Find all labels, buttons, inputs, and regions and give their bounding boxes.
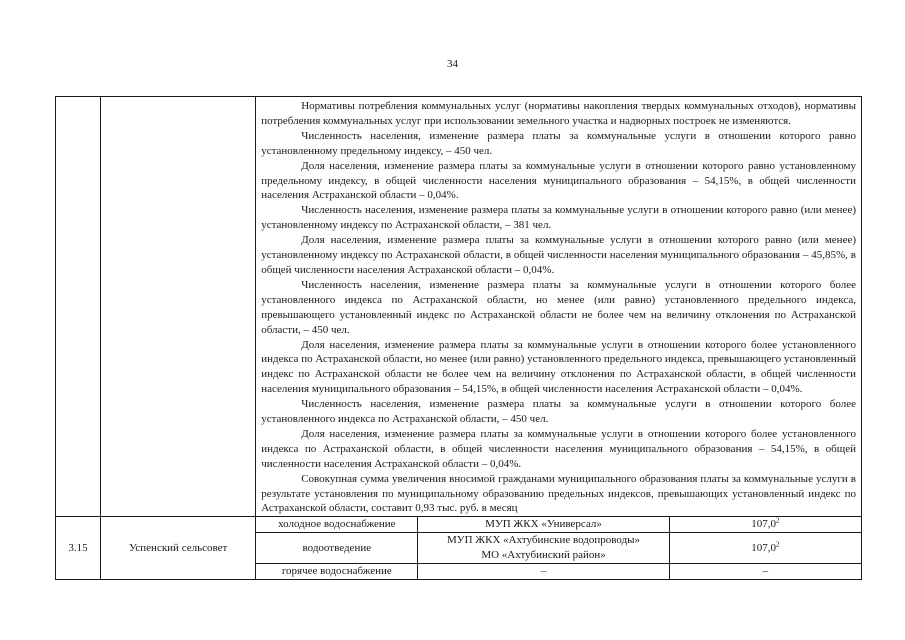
entry-number: 3.15 xyxy=(56,517,101,580)
index-value xyxy=(669,533,861,564)
index-number: 107,0 xyxy=(751,541,776,554)
service-name: водоотведение xyxy=(256,533,418,564)
paragraph: Численность населения, изменение размера платы за коммунальные услуги в отношении которого более установленного индекса по Астраханской области, – 450 чел. xyxy=(261,398,856,426)
index-number: – xyxy=(762,565,769,578)
organization-line: МУП ЖКХ «Универсал» xyxy=(485,518,602,531)
index-footnote: 2 xyxy=(775,540,780,549)
entry-name: Успенский сельсовет xyxy=(101,517,256,580)
index-value xyxy=(669,517,861,533)
organization xyxy=(418,517,669,533)
paragraph: Численность населения, изменение размера платы за коммунальные услуги в отношении которого более установленного индекса по Астраханской области, но менее (или равно) установленного предельного индекса, превышающего установленный индекс по Астраханской области не более чем на величину отклонения по Астраханской области, – 450 чел. xyxy=(261,278,856,336)
page-number: 34 xyxy=(447,58,458,70)
empty-name-cell xyxy=(101,97,256,517)
paragraph: Численность населения, изменение размера платы за коммунальные услуги в отношении которого равно установленному предельному индексу, – 450 чел. xyxy=(261,129,856,157)
paragraph: Численность населения, изменение размера платы за коммунальные услуги в отношении которого равно (или менее) установленному индексу по Астраханской области, – 381 чел. xyxy=(261,204,856,232)
paragraph: Нормативы потребления коммунальных услуг (нормативы накопления твердых коммунальных отходов), нормативы потребления коммунальных услуг при использовании земельного участка и надворных построек не изменяются. xyxy=(261,100,856,127)
index-number: 107,0 xyxy=(751,518,776,531)
organization-line: – xyxy=(540,565,547,578)
paragraph: Совокупная сумма увеличения вносимой гражданами муниципального образования платы за коммунальные услуги в результате установления по муниципальному образованию предельных индексов, превышающих установленный индекс по Астраханской области, составит 0,93 тыс. руб. в месяц xyxy=(261,472,856,515)
text-row xyxy=(56,97,862,517)
paragraph: Доля населения, изменение размера платы за коммунальные услуги в отношении которого более установленного индекса по Астраханской области, но менее (или равно) установленного предельного индекса, превышающего установленный индекс по Астраханской области не более чем на величину отклонения по Астраханской области, в общей численности населения муниципального образования – 54,15%, в общей численности населения Астраханской области – 0,04%. xyxy=(261,338,856,396)
paragraph: Доля населения, изменение размера платы за коммунальные услуги в отношении которого более установленного индекса по Астраханской области, в общей численности населения муниципального образования – 54,15%, в общей численности населения Астраханской области – 0,04%. xyxy=(261,427,856,470)
paragraph: Доля населения, изменение размера платы за коммунальные услуги в отношении которого равно установленному предельному индексу, в общей численности населения муниципального образования – 54,15%, в общей численности населения Астраханской области – 0,04%. xyxy=(261,159,856,202)
organization-line: МО «Ахтубинский район» xyxy=(481,549,606,562)
organization xyxy=(418,564,669,580)
service-row xyxy=(56,517,862,533)
index-value xyxy=(669,564,861,580)
tariff-table xyxy=(55,96,862,580)
service-name: холодное водоснабжение xyxy=(256,517,418,533)
paragraph: Доля населения, изменение размера платы за коммунальные услуги в отношении которого равно (или менее) установленному индексу по Астраханской области, в общей численности населения муниципального образования – 45,85%, в общей численности населения Астраханской области – 0,04%. xyxy=(261,234,856,276)
organization xyxy=(418,533,669,564)
index-footnote: 2 xyxy=(775,516,780,525)
organization-line: МУП ЖКХ «Ахтубинские водопроводы» xyxy=(447,534,641,547)
service-name: горячее водоснабжение xyxy=(256,564,418,580)
empty-number-cell xyxy=(56,97,101,517)
text-cell xyxy=(256,97,862,517)
